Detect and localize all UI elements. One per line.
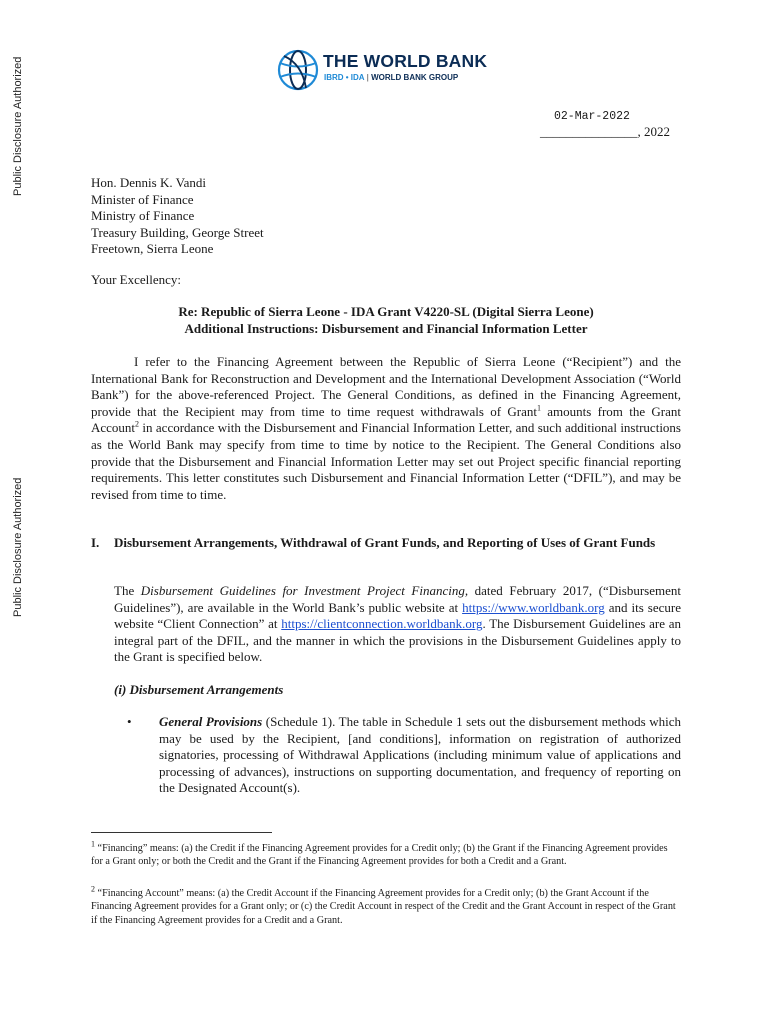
address-line: Treasury Building, George Street <box>91 224 264 240</box>
date-stamp: 02-Mar-2022 <box>554 110 630 123</box>
subsection-heading: (i) Disbursement Arrangements <box>114 682 284 697</box>
bullet-marker: • <box>127 714 132 729</box>
guidelines-paragraph: The Disbursement Guidelines for Investment Project Financing, dated February 2017, (“Disbursement Guidelines”), are available in the World Bank’s public website at https://www.worldbank.org and its secure website “Client Connection” at https://clientconnection.worldbank.org. The Disbursement Guidelines are an integral part of the DFIL, and the manner in which the provisions in the Disbursement Guidelines apply to the Grant is specified below. <box>114 583 682 665</box>
disclosure-watermark-top: Public Disclosure Authorized <box>12 56 24 196</box>
address-line: Minister of Finance <box>91 191 194 207</box>
section-number: I. <box>91 535 100 550</box>
logo-subtitle <box>324 73 458 82</box>
footnote-1: $^1$ “Financing” means: (a) the Credit if the Financing Agreement provides for a Credit only; (b) the Grant if the Financing Agreement provides for a Grant only; or both the Credit and the Grant if the Financing Agreement provides for both a Credit and a Grant. <box>91 839 668 868</box>
footnote-divider <box>91 832 272 833</box>
worldbank-link[interactable]: https://www.worldbank.org <box>462 599 605 615</box>
address-line: Hon. Dennis K. Vandi <box>91 175 206 190</box>
recipient-address <box>91 175 264 258</box>
footnote-2: $^2$ “Financing Account” means: (a) the Credit Account if the Financing Agreement provides for a Credit only; (b) the Grant Account if the Financing Agreement provides for a Grant only; or (c) the Credit Account in respect of the Credit and the Grant Account in respect of the Grant if the Financing Agreement provides for a Credit and a Grant. <box>91 884 676 926</box>
logo-title: THE WORLD BANK <box>323 51 488 71</box>
logo-separator: | <box>364 73 372 82</box>
subject-line-1: Re: Republic of Sierra Leone - IDA Grant V4220-SL (Digital Sierra Leone) <box>178 304 594 319</box>
salutation: Your Excellency: <box>91 272 182 287</box>
general-provisions-bullet: General Provisions (Schedule 1). The table in Schedule 1 sets out the disbursement methods which may be used by the Recipient, [and conditions], information on registration of authorized signatories, processing of Withdrawal Applications (including minimum value of applications and processing of advances), instructions on supporting documentation, and frequency of reporting on the Designated Account(s). <box>159 714 682 796</box>
date-line: _______________, 2022 <box>540 124 670 139</box>
subject-line-2: Additional Instructions: Disbursement and Financial Information Letter <box>184 321 588 336</box>
world-bank-logo <box>276 46 506 94</box>
client-connection-link[interactable]: https://clientconnection.worldbank.org <box>281 616 483 632</box>
address-line: Freetown, Sierra Leone <box>91 241 214 257</box>
footnote-ref-2: 2 <box>135 420 140 430</box>
footnote-ref-1: 1 <box>536 403 541 413</box>
intro-paragraph: I refer to the Financing Agreement between the Republic of Sierra Leone (“Recipient”) and the International Bank for Reconstruction and Development and the International Development Association (“World Bank”) for the above-referenced Project. The General Conditions, as defined in the Financing Agreement, provide that the Recipient may from time to time request withdrawals of Grant$^1$ amounts from the Grant Account$^2$ in accordance with the Disbursement and Financial Information Letter, and such additional instructions as the World Bank may specify from time to time by notice to the Recipient. The General Conditions also provide that the Disbursement and Financial Information Letter may set out Project specific financial reporting requirements. This letter constitutes such Disbursement and Financial Information Letter (“DFIL”), and may be revised from time to time. <box>91 354 681 502</box>
address-line: Ministry of Finance <box>91 208 195 224</box>
bullet-lead: General Provisions <box>159 714 263 729</box>
logo-ibrd-ida: IBRD • IDA <box>324 73 365 82</box>
globe-icon <box>276 48 320 92</box>
disclosure-watermark-middle: Public Disclosure Authorized <box>12 477 24 617</box>
section-title: Disbursement Arrangements, Withdrawal of Grant Funds, and Reporting of Uses of Grant Funds <box>114 535 656 550</box>
guidelines-title: Disbursement Guidelines for Investment Project Financing, <box>140 583 469 598</box>
logo-group: WORLD BANK GROUP <box>371 73 459 82</box>
